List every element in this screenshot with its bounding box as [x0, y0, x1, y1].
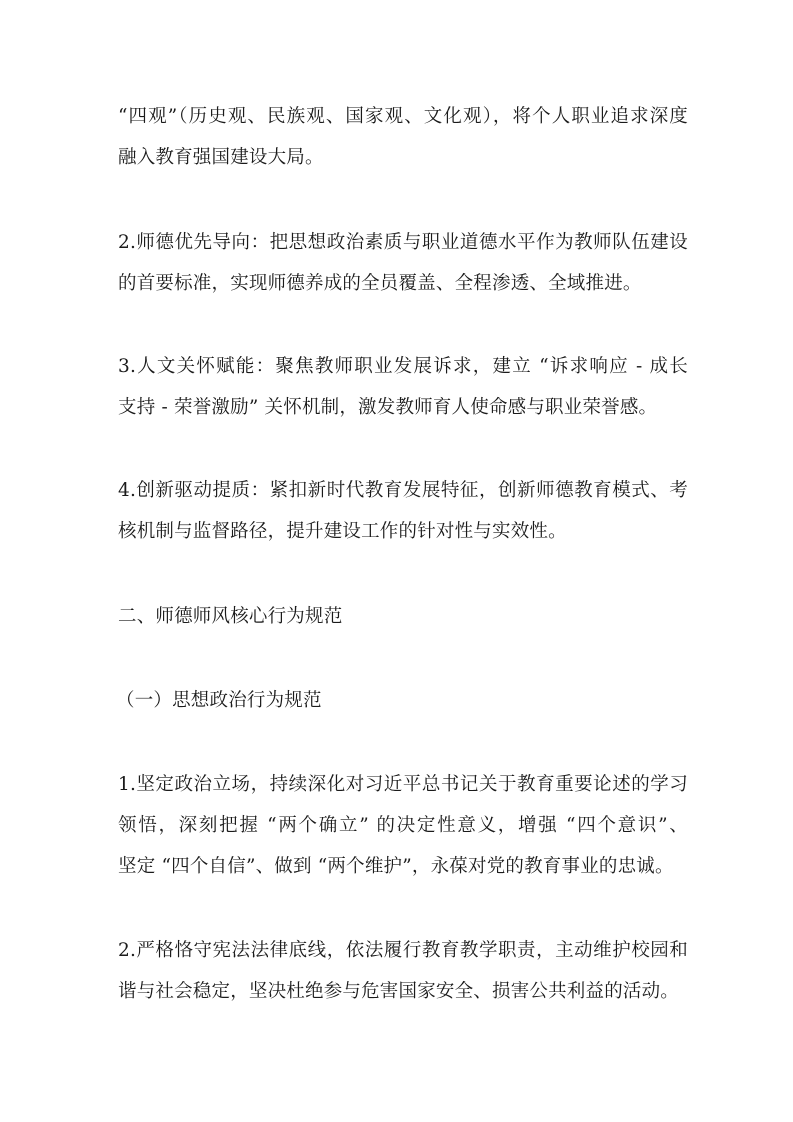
paragraph-ethics-priority [118, 222, 688, 304]
text-line: 1.坚定政治立场，持续深化对习近平总书记关于教育重要论述的学习 [118, 774, 688, 795]
text-line: 的首要标准，实现师德养成的全员覆盖、全程渗透、全域推进。 [118, 273, 642, 294]
subsection-heading-text: （一）思想政治行为规范 [116, 690, 322, 711]
paragraph-humanistic-care [118, 346, 688, 428]
subsection-heading [116, 680, 686, 721]
section-heading [118, 596, 688, 637]
text-line: 坚定 “四个自信”、做到 “两个维护”，永葆对党的教育事业的忠诚。 [118, 856, 674, 877]
text-line: 领悟，深刻把握 “两个确立” 的决定性意义，增强 “四个意识”、 [118, 815, 688, 836]
paragraph-law-compliance [118, 930, 688, 1012]
text-line: 核机制与监督路径，提升建设工作的针对性与实效性。 [118, 521, 567, 542]
paragraph-innovation-driven [118, 470, 688, 552]
text-line: 融入教育强国建设大局。 [118, 147, 324, 168]
text-line: 2.师德优先导向：把思想政治素质与职业道德水平作为教师队伍建设 [118, 232, 688, 253]
paragraph-political-stance [118, 764, 688, 887]
text-line: 4.创新驱动提质：紧扣新时代教育发展特征，创新师德教育模式、考 [118, 480, 688, 501]
section-heading-text: 二、师德师风核心行为规范 [118, 606, 343, 627]
text-line: 3.人文关怀赋能：聚焦教师职业发展诉求，建立 “诉求响应 - 成长 [118, 356, 688, 377]
text-line: 支持 - 荣誉激励” 关怀机制，激发教师育人使命感与职业荣誉感。 [118, 397, 658, 418]
text-line: “四观”（历史观、民族观、国家观、文化观），将个人职业追求深度 [118, 106, 688, 127]
paragraph-four-views [118, 96, 688, 178]
text-line: 2.严格恪守宪法法律底线，依法履行教育教学职责，主动维护校园和 [118, 940, 688, 961]
text-line: 谐与社会稳定，坚决杜绝参与危害国家安全、损害公共利益的活动。 [118, 981, 680, 1002]
